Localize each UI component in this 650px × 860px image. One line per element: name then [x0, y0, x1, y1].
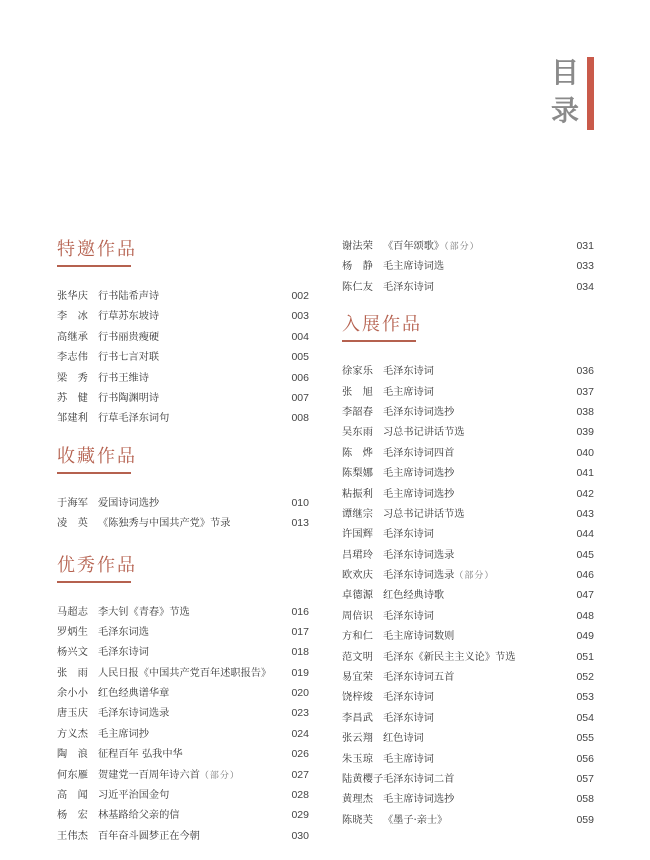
artist-name: 方和仁 [342, 631, 374, 643]
work-title-text: 毛主席诗词选 [383, 261, 445, 273]
toc-entry[interactable] [57, 683, 309, 703]
artist-name: 余小小 [57, 688, 89, 700]
artist-name: 李昌武 [342, 712, 374, 724]
work-title-text: 毛泽东《新民主主义论》节选 [383, 651, 516, 663]
work-title-text: 毛主席诗词选抄 [383, 468, 455, 480]
work-title [383, 668, 574, 688]
section-underline [342, 340, 416, 342]
work-note: （部分） [199, 770, 240, 781]
work-title [98, 684, 289, 704]
work-title-text: 毛泽东诗词二首 [383, 773, 455, 785]
work-title-text: 毛泽东诗词选录 [98, 708, 170, 720]
page-number: 058 [576, 793, 594, 806]
section-underline [57, 581, 131, 583]
work-title [383, 729, 574, 749]
page-number: 052 [576, 671, 594, 684]
work-title [383, 546, 574, 566]
page-number: 047 [576, 589, 594, 602]
page-number: 053 [576, 691, 594, 704]
toc-entry[interactable] [57, 642, 309, 662]
toc-entry[interactable] [342, 667, 594, 687]
page-number: 038 [576, 405, 594, 418]
work-title [383, 770, 574, 790]
toc-entry[interactable] [57, 327, 309, 347]
toc-entry[interactable] [342, 443, 594, 463]
work-title-text: 毛主席诗词数则 [383, 631, 455, 643]
artist-name: 凌英 [57, 518, 99, 530]
section-title: 入展作品 [342, 314, 422, 336]
work-title [383, 525, 574, 545]
toc-right-column [342, 236, 594, 830]
artist-name: 梁秀 [57, 372, 99, 384]
page-number: 057 [576, 772, 594, 785]
page-number: 033 [576, 260, 594, 273]
work-title-text: 行书七言对联 [98, 352, 160, 364]
page-number: 028 [291, 789, 309, 802]
toc-entry[interactable] [57, 785, 309, 805]
work-title-text: 毛泽东诗词 [383, 281, 434, 293]
page-number: 018 [291, 646, 309, 659]
work-title [98, 664, 289, 684]
work-title-text: 毛泽东诗词 [383, 366, 434, 378]
page-number: 039 [576, 426, 594, 439]
page-number: 037 [576, 385, 594, 398]
toc-entry[interactable] [57, 347, 309, 367]
toc-entry[interactable] [57, 826, 309, 846]
page-number: 031 [576, 240, 594, 252]
work-title-text: 贺建党一百周年诗六首 [98, 769, 200, 781]
toc-section [57, 445, 309, 534]
page-number: 003 [291, 310, 309, 323]
artist-name: 陈梨娜 [342, 468, 374, 480]
artist-name: 周倍识 [342, 610, 374, 622]
page-number: 020 [291, 687, 309, 700]
page-number: 040 [576, 446, 594, 459]
work-title [383, 257, 574, 277]
work-title [98, 786, 289, 806]
artist-name: 李志伟 [57, 352, 89, 364]
section-title: 优秀作品 [57, 554, 137, 576]
artist-name: 张旭 [342, 386, 384, 398]
page-number: 034 [576, 280, 594, 293]
work-title-text: 毛主席词抄 [98, 728, 149, 740]
page-number: 024 [291, 727, 309, 740]
toc-entry[interactable] [342, 504, 594, 524]
artist-name: 李韶春 [342, 406, 374, 418]
artist-name: 陈烨 [342, 447, 384, 459]
artist-name: 粘振利 [342, 488, 374, 500]
artist-name: 唐玉庆 [57, 708, 89, 720]
page-number: 046 [576, 569, 594, 582]
toc-entry[interactable] [342, 236, 594, 256]
artist-name: 高继承 [57, 331, 89, 343]
page-number: 045 [576, 548, 594, 561]
toc-entry[interactable] [342, 769, 594, 789]
work-title [383, 688, 574, 708]
page-number: 054 [576, 711, 594, 724]
work-title-text: 行书王维诗 [98, 372, 149, 384]
work-title-text: 《墨子·亲士》 [383, 814, 448, 826]
page-number: 042 [576, 487, 594, 500]
work-title-text: 行草毛泽东词句 [98, 413, 170, 425]
work-title-text: 毛主席诗词选抄 [383, 488, 455, 500]
section-header [342, 313, 594, 343]
work-title [98, 287, 289, 307]
page-number: 002 [291, 290, 309, 302]
work-title [98, 494, 289, 514]
artist-name: 张云翔 [342, 733, 374, 745]
artist-name: 吕珺玲 [342, 549, 374, 561]
work-title-text: 毛泽东诗词选录 [383, 549, 455, 561]
page-number: 030 [291, 829, 309, 842]
work-title [98, 307, 289, 327]
toc-entry[interactable] [342, 647, 594, 667]
page-number: 027 [291, 768, 309, 781]
toc-entry[interactable] [342, 687, 594, 707]
work-title-text: 爱国诗词选抄 [98, 497, 160, 509]
page-number: 013 [291, 517, 309, 530]
work-title [98, 827, 289, 847]
artist-name: 陈仁友 [342, 281, 374, 293]
section-header [57, 445, 309, 475]
work-title-text: 习总书记讲话节选 [383, 427, 465, 439]
artist-name: 徐家乐 [342, 366, 374, 378]
work-title [98, 369, 289, 389]
work-title [383, 362, 574, 382]
section-underline [57, 265, 131, 267]
toc-entry[interactable] [57, 663, 309, 683]
toc-entry[interactable] [57, 765, 309, 785]
page-number: 004 [291, 330, 309, 343]
artist-name: 陶浪 [57, 749, 99, 761]
work-title-text: 行草苏东坡诗 [98, 311, 160, 323]
toc-entry[interactable] [57, 513, 309, 533]
artist-name: 邹建利 [57, 413, 89, 425]
artist-name: 苏健 [57, 392, 99, 404]
artist-name: 朱玉琼 [342, 753, 374, 765]
section-title: 特邀作品 [57, 239, 137, 260]
work-title-text: 行书陶渊明诗 [98, 392, 160, 404]
work-title [98, 328, 289, 348]
toc-entry[interactable] [57, 622, 309, 642]
artist-name: 陆黄樱子 [342, 773, 384, 785]
work-title [383, 423, 574, 443]
toc-entry[interactable] [57, 306, 309, 326]
page-number: 010 [291, 496, 309, 509]
work-title-text: 红色诗词 [383, 733, 424, 745]
work-title [383, 278, 574, 298]
work-title-text: 毛主席诗词 [383, 386, 434, 398]
section-header [57, 554, 309, 584]
work-title-text: 习总书记讲话节选 [383, 508, 465, 520]
work-title-text: 毛泽东诗词 [383, 610, 434, 622]
page-number: 023 [291, 707, 309, 720]
page-number: 056 [576, 752, 594, 765]
work-title [383, 403, 574, 423]
work-title-text: 行书陆希声诗 [98, 291, 160, 302]
work-title [383, 790, 574, 810]
page-number: 049 [576, 630, 594, 643]
work-title-text: 毛泽东诗词选录 [383, 570, 455, 582]
artist-name: 王伟杰 [57, 830, 89, 842]
artist-name: 杨静 [342, 261, 384, 273]
work-title [98, 806, 289, 826]
page-number: 059 [576, 813, 594, 826]
page-title-char-2: 录 [550, 94, 579, 127]
section-underline [57, 472, 131, 474]
work-title-text: 习近平治国金句 [98, 790, 170, 802]
work-title-text: 毛泽东诗词五首 [383, 672, 455, 684]
artist-name: 谢法荣 [342, 241, 374, 252]
work-title [383, 485, 574, 505]
work-title-text: 征程百年 弘我中华 [98, 749, 183, 761]
section-header [57, 238, 309, 268]
toc-entry[interactable] [57, 368, 309, 388]
toc-entry[interactable] [342, 728, 594, 748]
toc-entry[interactable] [342, 463, 594, 483]
work-title-text: 毛主席诗词选抄 [383, 794, 455, 806]
toc-entry[interactable] [57, 493, 309, 513]
page-number: 017 [291, 625, 309, 638]
work-note: （部分） [454, 571, 495, 582]
artist-name: 张华庆 [57, 291, 89, 302]
artist-name: 李冰 [57, 311, 99, 323]
artist-name: 谭继宗 [342, 508, 374, 520]
artist-name: 杨宏 [57, 810, 99, 822]
artist-name: 陈晓芙 [342, 814, 374, 826]
work-title-text: 毛泽东诗词 [383, 692, 434, 704]
work-title-text: 毛主席诗词 [383, 753, 434, 765]
work-title [98, 389, 289, 409]
section-spacer [57, 534, 309, 554]
artist-name: 何东雁 [57, 769, 89, 781]
page-number: 016 [291, 605, 309, 618]
work-title [383, 383, 574, 403]
work-title [383, 709, 574, 729]
work-title-text: 红色经典诗歌 [383, 590, 445, 602]
work-title [383, 464, 574, 484]
page-number: 041 [576, 467, 594, 480]
work-title-text: 毛泽东诗词 [98, 647, 149, 659]
work-title [383, 237, 574, 257]
artist-name: 吴东雨 [342, 427, 374, 439]
work-title [98, 725, 289, 745]
toc-entry[interactable] [57, 744, 309, 764]
toc-entry[interactable] [342, 422, 594, 442]
toc-entry[interactable] [57, 805, 309, 825]
artist-name: 杨兴文 [57, 647, 89, 659]
page-number: 051 [576, 650, 594, 663]
work-title-text: 毛泽东诗词选抄 [383, 406, 455, 418]
page-number: 055 [576, 732, 594, 745]
page-number: 007 [291, 391, 309, 404]
toc-entry[interactable] [342, 708, 594, 728]
work-title [98, 603, 289, 623]
artist-name: 易宜荣 [342, 672, 374, 684]
page-number: 048 [576, 609, 594, 622]
work-title-text: 毛泽东诗词 [383, 529, 434, 541]
work-title-text: 毛泽东诗词四首 [383, 447, 455, 459]
section-title: 收藏作品 [57, 445, 137, 467]
page-number: 044 [576, 528, 594, 541]
toc-left-column [57, 238, 309, 846]
work-note: （部分） [444, 242, 480, 252]
toc-section [57, 554, 309, 847]
work-title-text: 行书丽贵瘦硬 [98, 331, 160, 343]
toc-entry[interactable] [342, 524, 594, 544]
artist-name: 许国辉 [342, 529, 374, 541]
artist-name: 黄理杰 [342, 794, 374, 806]
artist-name: 饶梓焌 [342, 692, 374, 704]
work-title [383, 586, 574, 606]
work-title-text: 《百年颂歌》 [383, 241, 445, 252]
work-title [98, 704, 289, 724]
toc-section [57, 238, 309, 429]
work-title-text: 红色经典谱华章 [98, 688, 170, 700]
toc-entry[interactable] [342, 382, 594, 402]
work-title-text: 林基路给父亲的信 [98, 810, 180, 822]
toc-entry[interactable] [57, 388, 309, 408]
work-title [383, 566, 574, 586]
toc-entry[interactable] [57, 408, 309, 428]
page-number: 019 [291, 666, 309, 679]
page-number: 005 [291, 351, 309, 364]
work-title [383, 648, 574, 668]
work-title-text: 百年奋斗圆梦正在今朝 [98, 830, 200, 842]
section-spacer [57, 429, 309, 445]
work-title [98, 643, 289, 663]
work-title-text: 《陈独秀与中国共产党》节录 [98, 518, 231, 530]
page-number: 029 [291, 809, 309, 822]
toc-entry[interactable] [342, 606, 594, 626]
toc-entry[interactable] [342, 402, 594, 422]
work-title [98, 745, 289, 765]
artist-name: 马超志 [57, 606, 89, 618]
work-title [383, 505, 574, 525]
work-title [98, 514, 289, 534]
section-spacer [342, 297, 594, 313]
artist-name: 欧欢庆 [342, 570, 374, 582]
toc-entry[interactable] [57, 602, 309, 622]
toc-entry[interactable] [342, 749, 594, 769]
title-accent-bar [587, 57, 594, 130]
work-title [98, 766, 289, 786]
toc-entry[interactable] [342, 361, 594, 381]
work-title [98, 623, 289, 643]
toc-entry[interactable] [342, 810, 594, 830]
page-number: 026 [291, 748, 309, 761]
work-title [98, 409, 289, 429]
toc-entry[interactable] [57, 724, 309, 744]
work-title [98, 348, 289, 368]
toc-entry[interactable] [57, 286, 309, 306]
work-title-text: 李大钊《青春》节选 [98, 606, 190, 618]
page-title-char-1: 目 [550, 56, 579, 89]
toc-entry[interactable] [342, 484, 594, 504]
work-title [383, 627, 574, 647]
toc-entry[interactable] [342, 585, 594, 605]
work-title-text: 毛泽东词选 [98, 626, 149, 638]
artist-name: 于海军 [57, 497, 89, 509]
toc-entry[interactable] [342, 277, 594, 297]
toc-entry[interactable] [342, 256, 594, 276]
work-title-text: 人民日报《中国共产党百年述职报告》 [98, 667, 272, 679]
work-title [383, 811, 574, 831]
toc-entry[interactable] [342, 789, 594, 809]
artist-name: 卓德源 [342, 590, 374, 602]
page-number: 006 [291, 371, 309, 384]
artist-name: 方义杰 [57, 728, 89, 740]
work-title [383, 607, 574, 627]
work-title [383, 444, 574, 464]
toc-entry[interactable] [342, 565, 594, 585]
page-title [547, 56, 597, 132]
artist-name: 高闻 [57, 790, 99, 802]
toc-entry[interactable] [342, 545, 594, 565]
artist-name: 罗炳生 [57, 626, 89, 638]
work-title [383, 750, 574, 770]
toc-section [342, 313, 594, 830]
toc-entry[interactable] [57, 703, 309, 723]
artist-name: 张雨 [57, 667, 99, 679]
artist-name: 范文明 [342, 651, 374, 663]
toc-entry[interactable] [342, 626, 594, 646]
page-number: 043 [576, 507, 594, 520]
work-title-text: 毛泽东诗词 [383, 712, 434, 724]
page-number: 008 [291, 412, 309, 425]
page-number: 036 [576, 365, 594, 378]
